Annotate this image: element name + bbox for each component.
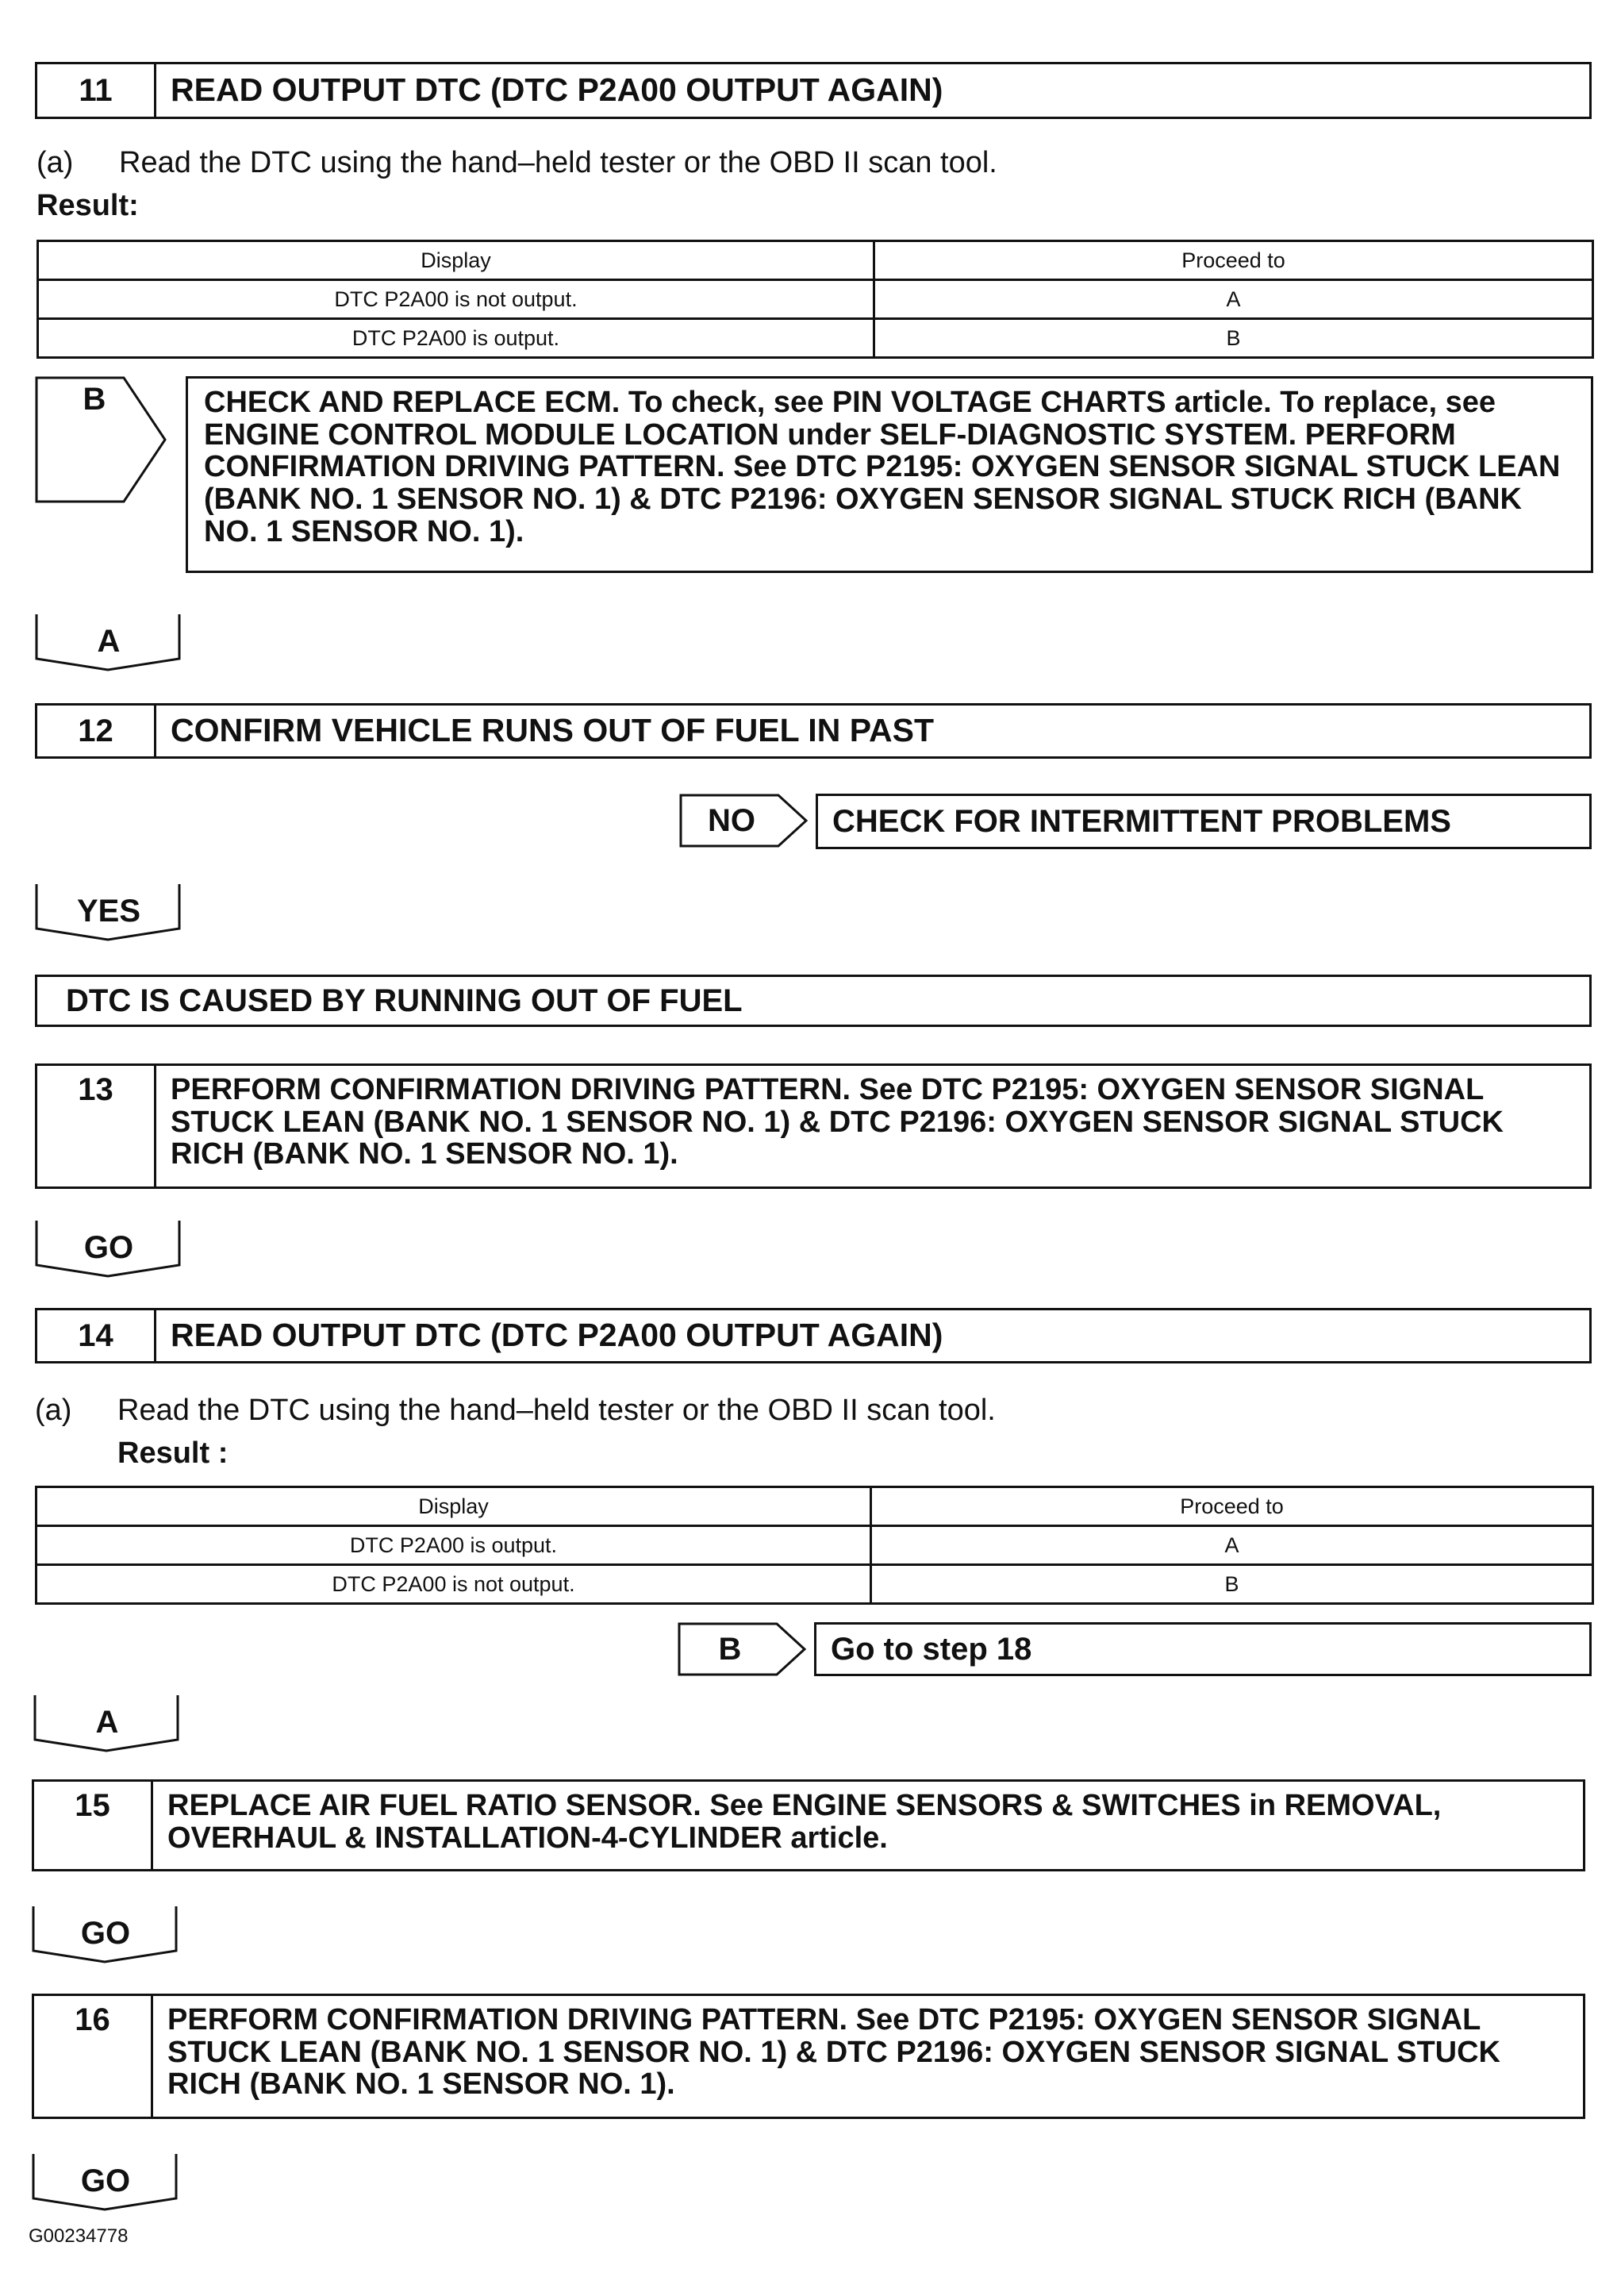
instruction-marker: (a) bbox=[35, 1394, 72, 1427]
branch-yes-label: YES bbox=[76, 893, 141, 929]
table-header-row bbox=[38, 241, 1593, 280]
cell-display: DTC P2A00 is not output. bbox=[36, 1565, 871, 1604]
step-number: 14 bbox=[37, 1310, 156, 1361]
header-display: Display bbox=[36, 1487, 871, 1526]
step-15-header bbox=[32, 1779, 1585, 1871]
go-label-15: GO bbox=[80, 1915, 131, 1951]
cell-display: DTC P2A00 is output. bbox=[36, 1526, 871, 1565]
step-14-header bbox=[35, 1308, 1592, 1363]
result-table-11 bbox=[36, 240, 1594, 359]
step-title: REPLACE AIR FUEL RATIO SENSOR. See ENGINE SENSORS & SWITCHES in REMOVAL, OVERHAUL & INSTALLATION-4-CYLINDER article. bbox=[167, 1789, 1442, 1855]
step-16-header bbox=[32, 1994, 1585, 2119]
step-title: PERFORM CONFIRMATION DRIVING PATTERN. See DTC P2195: OXYGEN SENSOR SIGNAL STUCK LEAN (BANK NO. 1 SENSOR NO. 1) & DTC P2196: OXYGEN SENSOR SIGNAL STUCK RICH (BANK NO. 1 SENSOR NO. 1). bbox=[171, 1073, 1504, 1171]
table-row bbox=[38, 280, 1593, 319]
cell-display: DTC P2A00 is output. bbox=[38, 319, 874, 358]
cell-display: DTC P2A00 is not output. bbox=[38, 280, 874, 319]
instruction-marker: (a) bbox=[36, 146, 74, 179]
result-label: Result : bbox=[117, 1436, 229, 1470]
table-row bbox=[36, 1526, 1593, 1565]
step-12-header bbox=[35, 703, 1592, 759]
table-header-row bbox=[36, 1487, 1593, 1526]
header-display: Display bbox=[38, 241, 874, 280]
branch-a-label: A bbox=[97, 623, 121, 659]
instruction-text: Read the DTC using the hand–held tester or the OBD II scan tool. bbox=[117, 1394, 996, 1427]
step-number: 11 bbox=[37, 64, 156, 117]
step-title: READ OUTPUT DTC (DTC P2A00 OUTPUT AGAIN) bbox=[171, 71, 943, 109]
result-table-14 bbox=[35, 1486, 1594, 1605]
step-title: CONFIRM VEHICLE RUNS OUT OF FUEL IN PAST bbox=[171, 712, 934, 749]
step-number: 16 bbox=[34, 1996, 153, 2117]
instruction-text: Read the DTC using the hand–held tester or the OBD II scan tool. bbox=[119, 146, 997, 179]
figure-id: G00234778 bbox=[29, 2225, 129, 2247]
branch-b-action-box-14 bbox=[814, 1622, 1592, 1676]
table-row bbox=[36, 1565, 1593, 1604]
branch-a-label-14: A bbox=[95, 1704, 119, 1740]
step-number: 13 bbox=[37, 1066, 156, 1186]
header-proceed-to: Proceed to bbox=[874, 241, 1593, 280]
branch-b-action-box bbox=[186, 376, 1593, 573]
branch-no-action-text: CHECK FOR INTERMITTENT PROBLEMS bbox=[832, 803, 1451, 839]
go-label-16: GO bbox=[80, 2163, 131, 2198]
branch-b-action-text: CHECK AND REPLACE ECM. To check, see PIN VOLTAGE CHARTS article. To replace, see ENGINE CONTROL MODULE LOCATION under SELF-DIAGNOSTIC SYSTEM. PERFORM CONFIRMATION DRIVING PATTERN. See DTC P2195: OXYGEN SENSOR SIGNAL STUCK LEAN (BANK NO. 1 SENSOR NO. 1) & DTC P2196: OXYGEN SENSOR SIGNAL STUCK RICH (BANK NO. 1 SENSOR NO. 1). bbox=[204, 386, 1561, 548]
step-title: READ OUTPUT DTC (DTC P2A00 OUTPUT AGAIN) bbox=[171, 1317, 943, 1354]
conclusion-box bbox=[35, 975, 1592, 1027]
table-row bbox=[38, 319, 1593, 358]
cell-proceed: A bbox=[874, 280, 1593, 319]
cell-proceed: B bbox=[871, 1565, 1593, 1604]
branch-b-label-14: B bbox=[718, 1631, 742, 1667]
cell-proceed: B bbox=[874, 319, 1593, 358]
step-13-header bbox=[35, 1063, 1592, 1189]
go-label-13: GO bbox=[83, 1229, 134, 1265]
conclusion-text: DTC IS CAUSED BY RUNNING OUT OF FUEL bbox=[66, 983, 743, 1018]
branch-no-action-box bbox=[816, 794, 1592, 849]
branch-b-action-text-14: Go to step 18 bbox=[831, 1631, 1032, 1667]
branch-b-label: B bbox=[83, 381, 106, 417]
cell-proceed: A bbox=[871, 1526, 1593, 1565]
step-11-header bbox=[35, 62, 1592, 119]
header-proceed-to: Proceed to bbox=[871, 1487, 1593, 1526]
step-number: 15 bbox=[34, 1782, 153, 1869]
step-number: 12 bbox=[37, 706, 156, 756]
result-label: Result: bbox=[36, 189, 139, 222]
branch-no-label: NO bbox=[708, 802, 755, 838]
step-title: PERFORM CONFIRMATION DRIVING PATTERN. See DTC P2195: OXYGEN SENSOR SIGNAL STUCK LEAN (BANK NO. 1 SENSOR NO. 1) & DTC P2196: OXYGEN SENSOR SIGNAL STUCK RICH (BANK NO. 1 SENSOR NO. 1). bbox=[167, 2003, 1500, 2102]
